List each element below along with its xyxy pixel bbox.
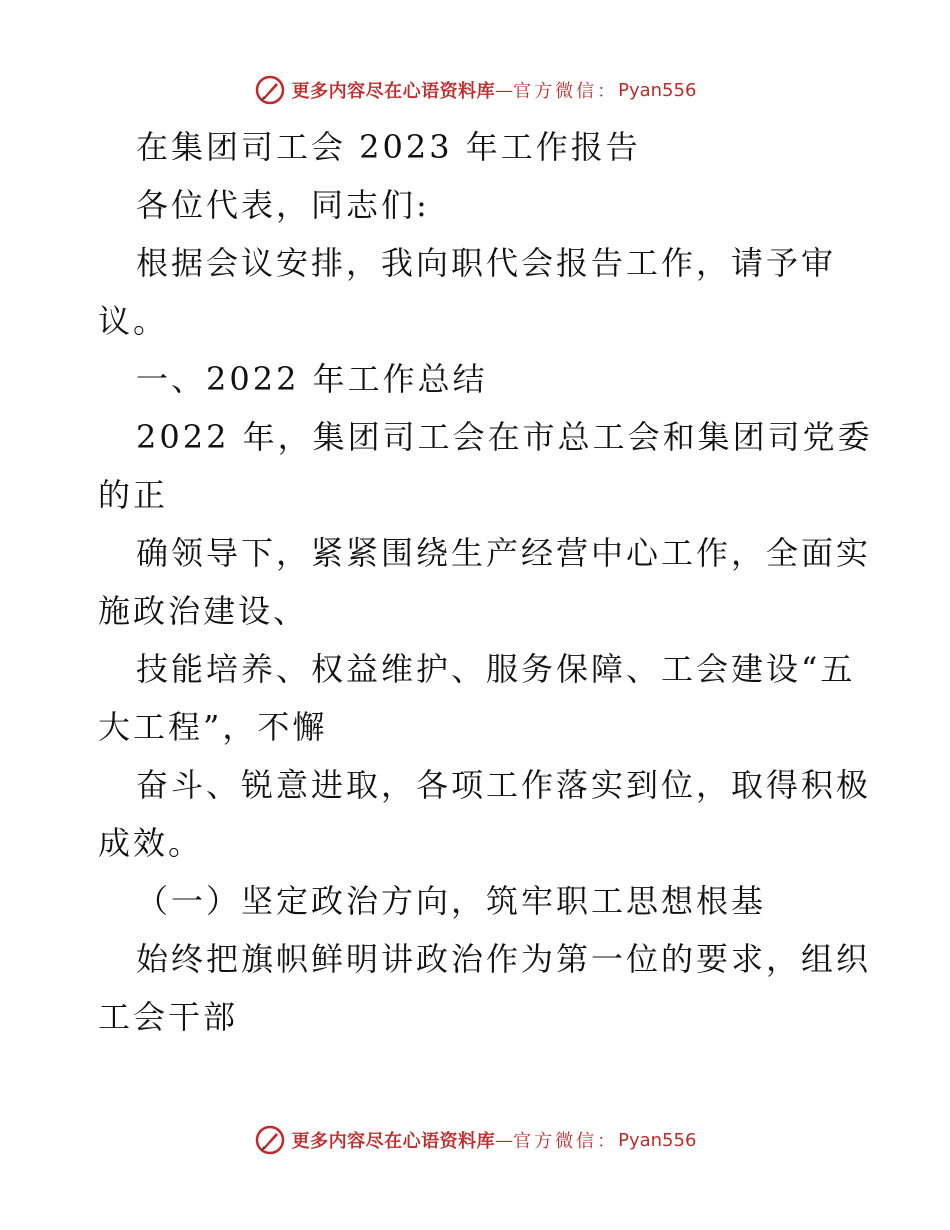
banner-separator: — — [495, 79, 514, 101]
paragraph-line: 奋斗、锐意进取，各项工作落实到位，取得积极 — [136, 766, 872, 804]
section-heading: 一、2022 年工作总结 — [136, 360, 488, 398]
footer-watermark-banner — [0, 1120, 950, 1160]
salutation: 各位代表，同志们: — [136, 186, 430, 224]
banner-wechat-label: 官方微信： — [513, 81, 619, 102]
paragraph-line: 议。 — [98, 302, 169, 340]
quill-logo-icon — [254, 74, 286, 106]
banner-text: 更多内容尽在心语资料库 — [291, 1131, 496, 1152]
banner-wechat-label: 官方微信： — [513, 1131, 619, 1152]
paragraph-line: 2022 年，集团司工会在市总工会和集团司党委 — [136, 418, 873, 456]
paragraph-line: 成效。 — [98, 824, 204, 862]
banner-wechat-id: Pyan556 — [618, 79, 697, 101]
paragraph-line: 确领导下，紧紧围绕生产经营中心工作，全面实 — [136, 534, 872, 572]
banner-text: 更多内容尽在心语资料库 — [291, 81, 496, 102]
paragraph-line: 施政治建设、 — [98, 592, 309, 630]
paragraph-line: 大工程”，不懈 — [98, 708, 328, 746]
banner-separator: — — [495, 1129, 514, 1151]
document-title: 在集团司工会 2023 年工作报告 — [136, 128, 641, 166]
document-body — [98, 118, 873, 1046]
paragraph-line: 根据会议安排，我向职代会报告工作，请予审 — [136, 244, 837, 282]
banner-wechat-id: Pyan556 — [618, 1129, 697, 1151]
paragraph-line: 始终把旗帜鲜明讲政治作为第一位的要求，组织 — [136, 940, 872, 978]
subsection-heading: （一）坚定政治方向，筑牢职工思想根基 — [136, 882, 767, 920]
paragraph-line: 的正 — [98, 476, 169, 514]
paragraph-line: 技能培养、权益维护、服务保障、工会建设“五 — [136, 650, 856, 688]
quill-logo-icon — [254, 1124, 286, 1156]
header-watermark-banner — [0, 70, 950, 110]
paragraph-line: 工会干部 — [98, 998, 239, 1036]
